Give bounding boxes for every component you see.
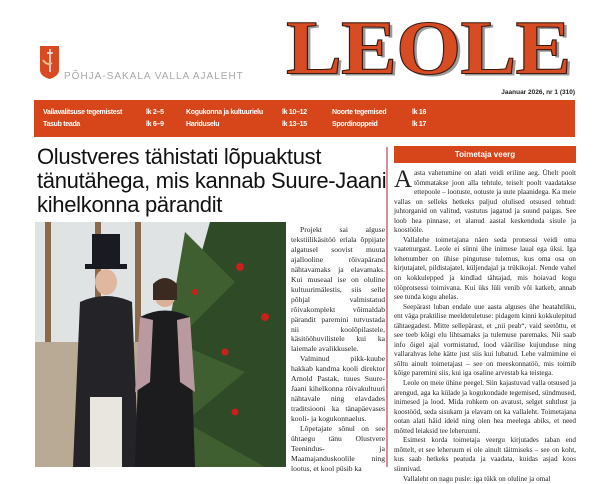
editorial-body — [394, 169, 576, 484]
editorial-paragraph: Leole on meie ühine peegel. Siin kajastuvad valla otsused ja arengud, aga ka külade ja kogukondade tegemised, sündmused, inimesed ja lood. Mida rohkem on avatust, selget suhtlust ja koostööd, seda sisukam ja elavam on ka vallaleht. Toimetajana ootan alati häid ideid ning olen hea meelega abiks, et need mõtted leiaksid tee leheruumi. — [394, 379, 576, 436]
contents-item-label[interactable]: Hariduselu — [186, 121, 219, 128]
editorial-paragraph: Esimest korda toimetaja veergu kirjutades taban end mõttelt, et see leheruum ei ole ainult täitmiseks – see on koht, kus saab hetkeks peatuda ja vaadata, kuidas asjad koos sünnivad. — [394, 436, 576, 474]
contents-item-pages[interactable]: lk 13–15 — [282, 121, 307, 128]
coat-of-arms-shield-icon — [40, 46, 59, 79]
article-photo — [35, 222, 286, 467]
article-paragraph: Projekt sai alguse tekstiilikäsitöö eriala õppijate algatusel soovist muuta ajallooline rõivapärand nähtavamaks ja elavamaks. Kui museaal ise on oluline kultuurimälestis, siis selle põhjal valmistatud rõivakomplekt võimaldab pärandit paremini tutvustada nii koolõpilastele, käsitööhuvilistele kui ka laiemale avalikkusele. — [291, 225, 385, 354]
contents-item-label[interactable]: Noorte tegemised — [332, 109, 386, 116]
contents-item-pages[interactable]: lk 2–5 — [146, 109, 164, 116]
contents-item-pages[interactable]: lk 6–9 — [146, 121, 164, 128]
editorial-paragraph: Vallalehe toimetajana näen seda protsessi veidi oma vaatenurgast. Leole ei sünni ühe inimese laual ega üksi. Iga lehenumber on ühise pingutuse tulemus, kus oma osa on kirjutajatel, pildistajatel, küljendajal ja trükikojal. Nende vahel on kokkulepped ja kindlad tähtajad, mis hoiavad kogu tööprotsessi toimivana. Kui üks lüli venib või katkeb, annab see tunda kogu ahelas. — [394, 236, 576, 303]
drop-cap: A — [394, 170, 412, 189]
editorial-heading: Toimetaja veerg — [394, 146, 576, 163]
article-paragraph: Lõpetajate sõnul on see ühtaegu tänu Olustvere Teenindus- ja Maamajanduskoolile ning lootus, et kool püsib ka — [291, 424, 385, 474]
contents-item-pages[interactable]: lk 10–12 — [282, 109, 307, 116]
contents-item-label[interactable]: Spordinoppeid — [332, 121, 377, 128]
article-headline: Olustveres tähistati lõpuaktust tänutähega, mis kannab Suure-Jaani kihelkonna pärandit — [37, 145, 387, 217]
editorial-paragraph: Vallaleht on nagu pusle: iga tükk on oluline ja omal — [394, 475, 576, 484]
contents-item-pages[interactable]: lk 17 — [412, 121, 426, 128]
article-body — [291, 225, 385, 474]
issue-info: Jaanuar 2026, nr 1 (310) — [501, 89, 575, 96]
contents-item-label[interactable]: Kogukonna ja kultuurielu — [186, 109, 263, 116]
editorial-paragraph: Seepärast luban endale uue aasta alguses ühe heatahtliku, ent väga praktilise meeldetuletuse: pidagem kinni kokkulepitud tähtaegadest. Mitte sellepärast, et „nii peab“, vaid seetõttu, et see teeb kõigi elu lihtsamaks ja tulemuse paremaks. Nii saab info õigel ajal vormistatud, lood väärilise kujunduse ning vallarahvas lehe kätte just siis kui lubatud. Lehe valmimine ei sõltu ainult toimetajast – see on meeskonnatöö, mis toimib kõige paremini siis, kui iga osaline arvestab ka teistega. — [394, 303, 576, 379]
contents-item-label[interactable]: Vallavalitsuse tegemistest — [43, 109, 122, 116]
masthead-title: LEOLE — [286, 10, 570, 87]
editorial-paragraph: asta vahetumine on alati veidi eriline aeg. Ühelt poolt tõmmatakse joon alla tehtule, teiselt poolt vaadatakse ettepoole – lootuste, ootuste ja uute plaanidega. Ka meie vallas on selleks hetkeks paljud olulised otsused tehtud: juhtorganid on valitud, vastutus jagatud ja suund paigas. See loob hea pinnase, et alanud aastal keskenduda sisule ja koostööle. — [394, 169, 576, 234]
masthead-subtitle: PÕHJA-SAKALA VALLA AJALEHT — [64, 71, 244, 82]
contents-item-label[interactable]: Tasub teada — [43, 121, 80, 128]
contents-bar — [34, 100, 575, 137]
contents-item-pages[interactable]: lk 16 — [412, 109, 426, 116]
article-paragraph: Valminud pikk-kuube hakkab kandma kooli direktor Arnold Pastak, tuues Suure-Jaani kihelkonna rõivakultuuri nähtavale ning elavdades traditsiooni ka tänapäevases kooli- ja kogukonnaelus. — [291, 354, 385, 424]
